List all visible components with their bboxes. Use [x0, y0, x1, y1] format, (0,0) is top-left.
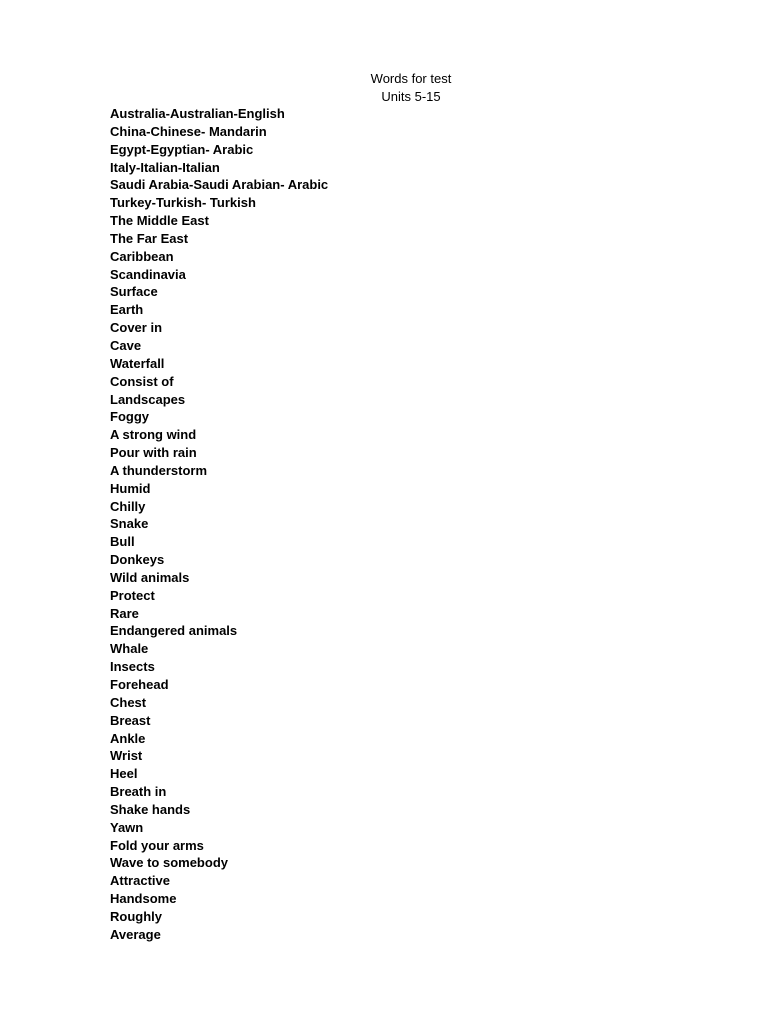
list-item: Wild animals: [110, 569, 190, 585]
list-item: Foggy: [110, 409, 149, 425]
list-item: Pour with rain: [110, 445, 197, 461]
list-item: Chilly: [110, 498, 146, 514]
list-item: Wave to somebody: [110, 855, 228, 871]
list-item: Forehead: [110, 677, 169, 692]
list-item: A strong wind: [110, 427, 197, 443]
list-item: Consist of: [110, 373, 174, 389]
list-item: Insects: [110, 659, 155, 675]
list-item: Landscapes: [110, 391, 186, 407]
word-list: [110, 105, 328, 944]
list-item: Endangered animals: [110, 623, 238, 639]
list-item: The Far East: [110, 230, 189, 246]
list-item: Earth: [110, 302, 144, 318]
list-item: Whale: [110, 641, 149, 657]
list-item: Rare: [110, 605, 139, 621]
list-item: Surface: [110, 284, 158, 300]
list-item: Shake hands: [110, 801, 191, 817]
list-item: Snake: [110, 516, 149, 532]
list-item: Cover in: [110, 320, 163, 336]
list-item: Saudi Arabia-Saudi Arabian- Arabic: [110, 177, 329, 193]
list-item: Wrist: [110, 748, 143, 764]
document-subtitle: Units 5-15: [381, 89, 441, 104]
list-item: Protect: [110, 587, 155, 603]
list-item: Breast: [110, 712, 151, 728]
list-item: Waterfall: [110, 355, 165, 371]
list-item: Scandinavia: [110, 266, 186, 282]
list-item: Fold your arms: [110, 837, 204, 853]
list-item: Heel: [110, 766, 138, 782]
list-item: Cave: [110, 337, 142, 353]
list-item: Australia-Australian-English: [110, 106, 285, 121]
list-item: Bull: [110, 534, 135, 550]
list-item: Average: [110, 926, 161, 942]
list-item: Breath in: [110, 784, 167, 800]
list-item: Roughly: [110, 908, 162, 924]
list-item: Attractive: [110, 873, 170, 889]
list-item: Chest: [110, 694, 147, 710]
list-item: Handsome: [110, 891, 177, 907]
list-item: Ankle: [110, 730, 146, 746]
list-item: Egypt-Egyptian- Arabic: [110, 141, 254, 157]
list-item: The Middle East: [110, 213, 209, 229]
list-item: Italy-Italian-Italian: [110, 159, 220, 175]
list-item: Donkeys: [110, 552, 165, 568]
list-item: Humid: [110, 480, 151, 496]
list-item: A thunderstorm: [110, 462, 208, 478]
list-item: Turkey-Turkish- Turkish: [110, 195, 256, 211]
list-item: China-Chinese- Mandarin: [110, 123, 267, 139]
document-title: Words for test: [370, 71, 452, 86]
list-item: Caribbean: [110, 248, 174, 264]
list-item: Yawn: [110, 819, 144, 835]
